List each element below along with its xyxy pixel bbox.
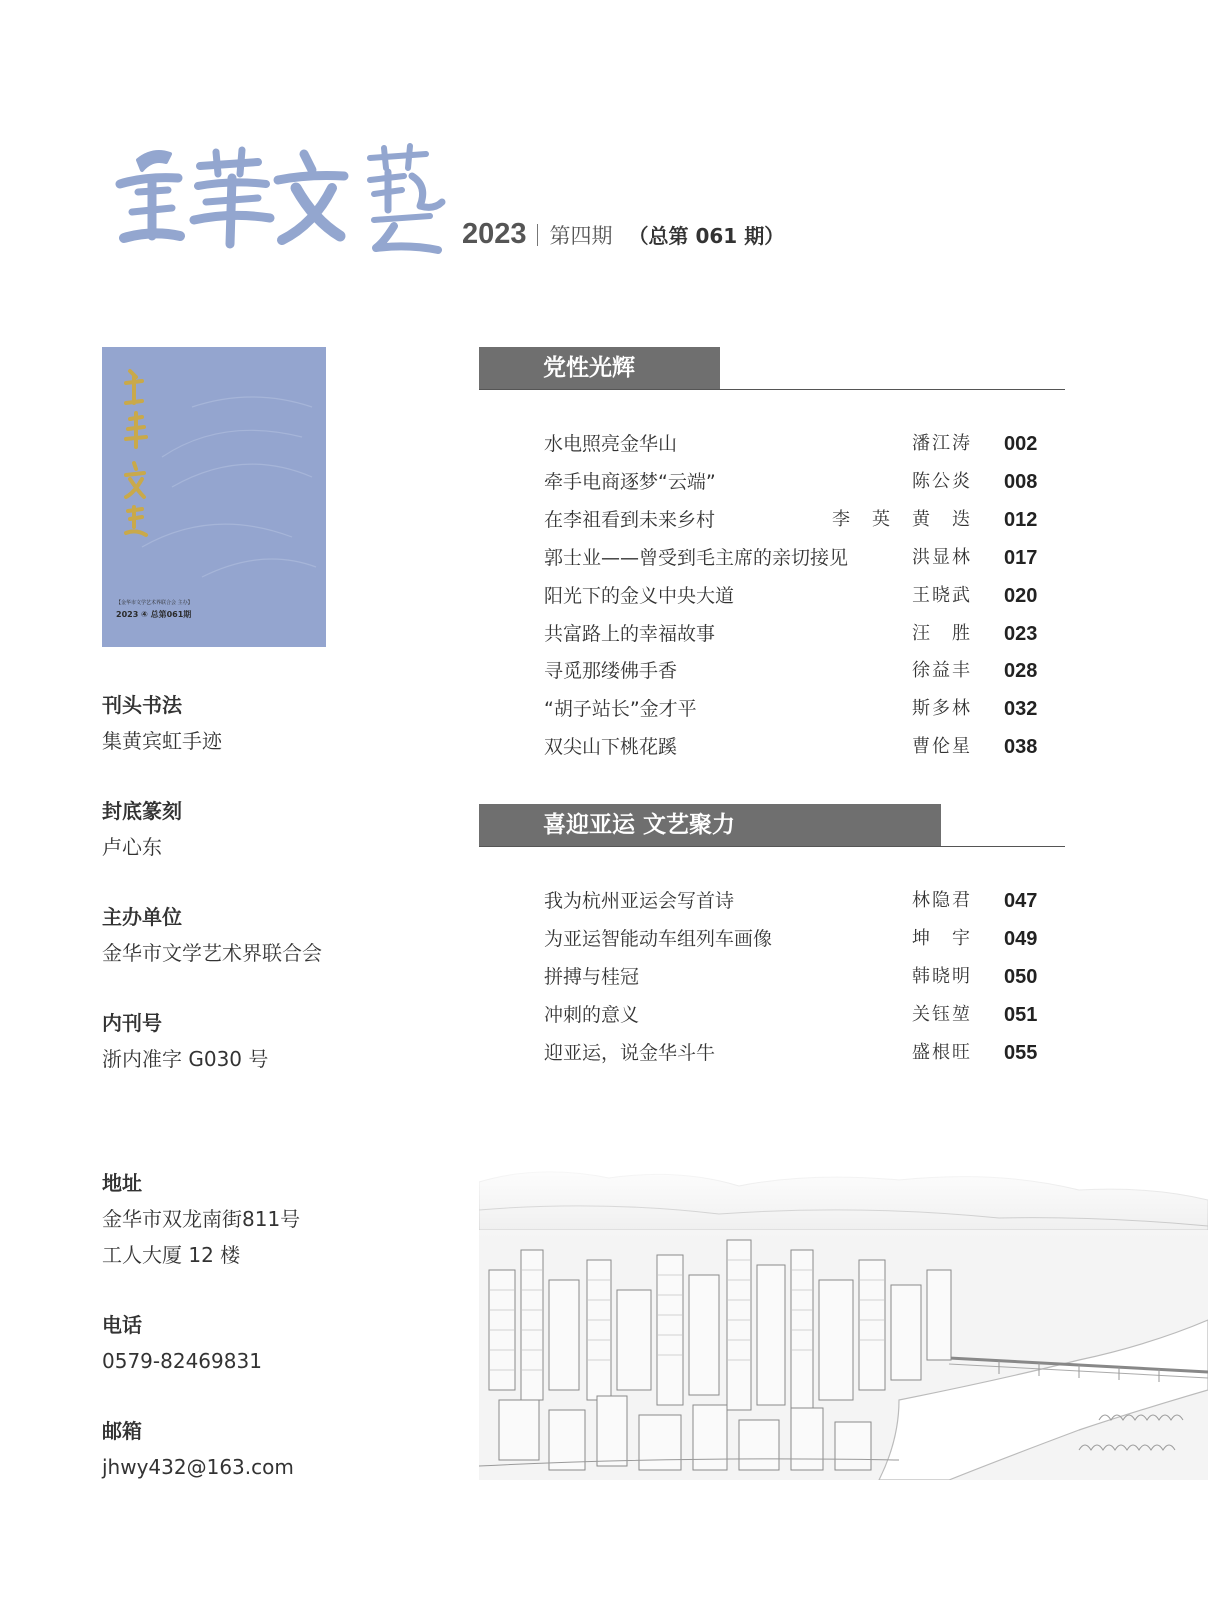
host-label: 主办单位 — [102, 905, 182, 929]
toc-author: 坤 宇 — [912, 928, 972, 949]
email-block — [102, 1418, 432, 1480]
toc-author: 韩晓明 — [912, 966, 972, 987]
toc-entry[interactable] — [544, 467, 1050, 497]
toc-entry[interactable] — [544, 543, 1050, 573]
issue-total: （总第 061 期） — [628, 224, 785, 248]
toc-page: 017 — [1004, 547, 1038, 569]
toc-author: 盛根旺 — [912, 1042, 972, 1063]
toc-entry[interactable] — [544, 656, 1050, 686]
toc-entry[interactable] — [544, 924, 1050, 954]
toc-title: 郭士业——曾受到毛主席的亲切接见 — [544, 547, 849, 569]
toc-title: 水电照亮金华山 — [544, 433, 678, 455]
toc-entry[interactable] — [544, 694, 1050, 724]
toc-entry[interactable] — [544, 619, 1050, 649]
toc-page: 051 — [1004, 1004, 1038, 1026]
toc-entry[interactable] — [544, 962, 1050, 992]
toc-page: 050 — [1004, 966, 1038, 988]
toc-title: 双尖山下桃花蹊 — [544, 736, 678, 758]
toc-title: 阳光下的金义中央大道 — [544, 585, 735, 607]
toc-entry[interactable] — [544, 581, 1050, 611]
calligraphy-block — [102, 692, 432, 754]
toc-author: 陈公炎 — [912, 471, 972, 492]
toc-author: 关钰堃 — [912, 1004, 972, 1025]
toc-page: 008 — [1004, 471, 1038, 493]
toc-author: 洪显林 — [912, 547, 972, 568]
phone-value: 0579-82469831 — [102, 1349, 262, 1373]
toc-page: 038 — [1004, 736, 1038, 758]
toc-author: 潘江涛 — [912, 433, 972, 454]
address-block — [102, 1170, 432, 1268]
issue-line — [462, 218, 784, 251]
section-title: 党性光辉 — [479, 347, 720, 389]
host-value: 金华市文学艺术界联合会 — [102, 941, 322, 965]
toc-entry[interactable] — [544, 732, 1050, 762]
toc-page: 049 — [1004, 928, 1038, 950]
toc-title: “胡子站长”金才平 — [544, 698, 697, 720]
toc-page: 002 — [1004, 433, 1038, 455]
seal-label: 封底篆刻 — [102, 799, 182, 823]
toc-author: 汪 胜 — [912, 623, 972, 644]
toc-page: 012 — [1004, 509, 1038, 531]
phone-block — [102, 1312, 432, 1374]
toc-title: 迎亚运，说金华斗牛 — [544, 1042, 716, 1064]
phone-label: 电话 — [102, 1313, 142, 1337]
toc-title: 在李祖看到未来乡村 — [544, 509, 716, 531]
seal-block — [102, 798, 432, 860]
cover-org-line: 【金华市文学艺术界联合会 主办】 — [116, 600, 193, 606]
toc-entry[interactable] — [544, 429, 1050, 459]
toc-author: 林隐君 — [912, 890, 972, 911]
toc-title: 冲刺的意义 — [544, 1004, 640, 1026]
issue-number: 第四期 — [549, 224, 613, 248]
issue-divider — [537, 224, 538, 246]
address-label: 地址 — [102, 1171, 142, 1195]
calligraphy-value: 集黄宾虹手迹 — [102, 729, 222, 753]
toc-page: 055 — [1004, 1042, 1038, 1064]
permit-label: 内刊号 — [102, 1011, 162, 1035]
email-label: 邮箱 — [102, 1419, 142, 1443]
toc-title: 寻觅那缕佛手香 — [544, 660, 678, 682]
seal-value: 卢心东 — [102, 835, 162, 859]
city-sketch-illustration — [479, 1160, 1208, 1480]
toc-page: 020 — [1004, 585, 1038, 607]
toc-entry[interactable] — [544, 1000, 1050, 1030]
toc-page: 023 — [1004, 623, 1038, 645]
section-header-party — [479, 347, 1065, 390]
toc-entry[interactable] — [544, 886, 1050, 916]
toc-author: 曹伦星 — [912, 736, 972, 757]
permit-value: 浙内准字 G030 号 — [102, 1047, 269, 1071]
permit-block — [102, 1010, 432, 1072]
toc-title: 为亚运智能动车组列车画像 — [544, 928, 773, 950]
cover-image — [102, 347, 326, 647]
toc-title: 拼搏与桂冠 — [544, 966, 640, 988]
cover-issue-line: 2023 ④ 总第061期 — [116, 610, 192, 619]
toc-author: 王晓武 — [912, 585, 972, 606]
toc-page: 032 — [1004, 698, 1038, 720]
section-title: 喜迎亚运 文艺聚力 — [479, 804, 941, 846]
issue-year: 2023 — [462, 218, 527, 250]
toc-title: 牵手电商逐梦“云端” — [544, 471, 716, 493]
toc-author: 斯多林 — [912, 698, 972, 719]
toc-page: 028 — [1004, 660, 1038, 682]
toc-author: 徐益丰 — [912, 660, 972, 681]
toc-title: 我为杭州亚运会写首诗 — [544, 890, 735, 912]
toc-author: 李 英 黄 迭 — [832, 509, 972, 530]
calligraphy-label: 刊头书法 — [102, 693, 182, 717]
section-header-asian-games — [479, 804, 1065, 847]
email-value: jhwy432@163.com — [102, 1455, 294, 1479]
masthead-logo — [108, 140, 448, 260]
toc-title: 共富路上的幸福故事 — [544, 623, 716, 645]
toc-page: 047 — [1004, 890, 1038, 912]
address-line-1: 金华市双龙南街811号 — [102, 1207, 301, 1231]
toc-entry[interactable] — [544, 505, 1050, 535]
host-block — [102, 904, 432, 966]
toc-entry[interactable] — [544, 1038, 1050, 1068]
address-line-2: 工人大厦 12 楼 — [102, 1243, 241, 1267]
